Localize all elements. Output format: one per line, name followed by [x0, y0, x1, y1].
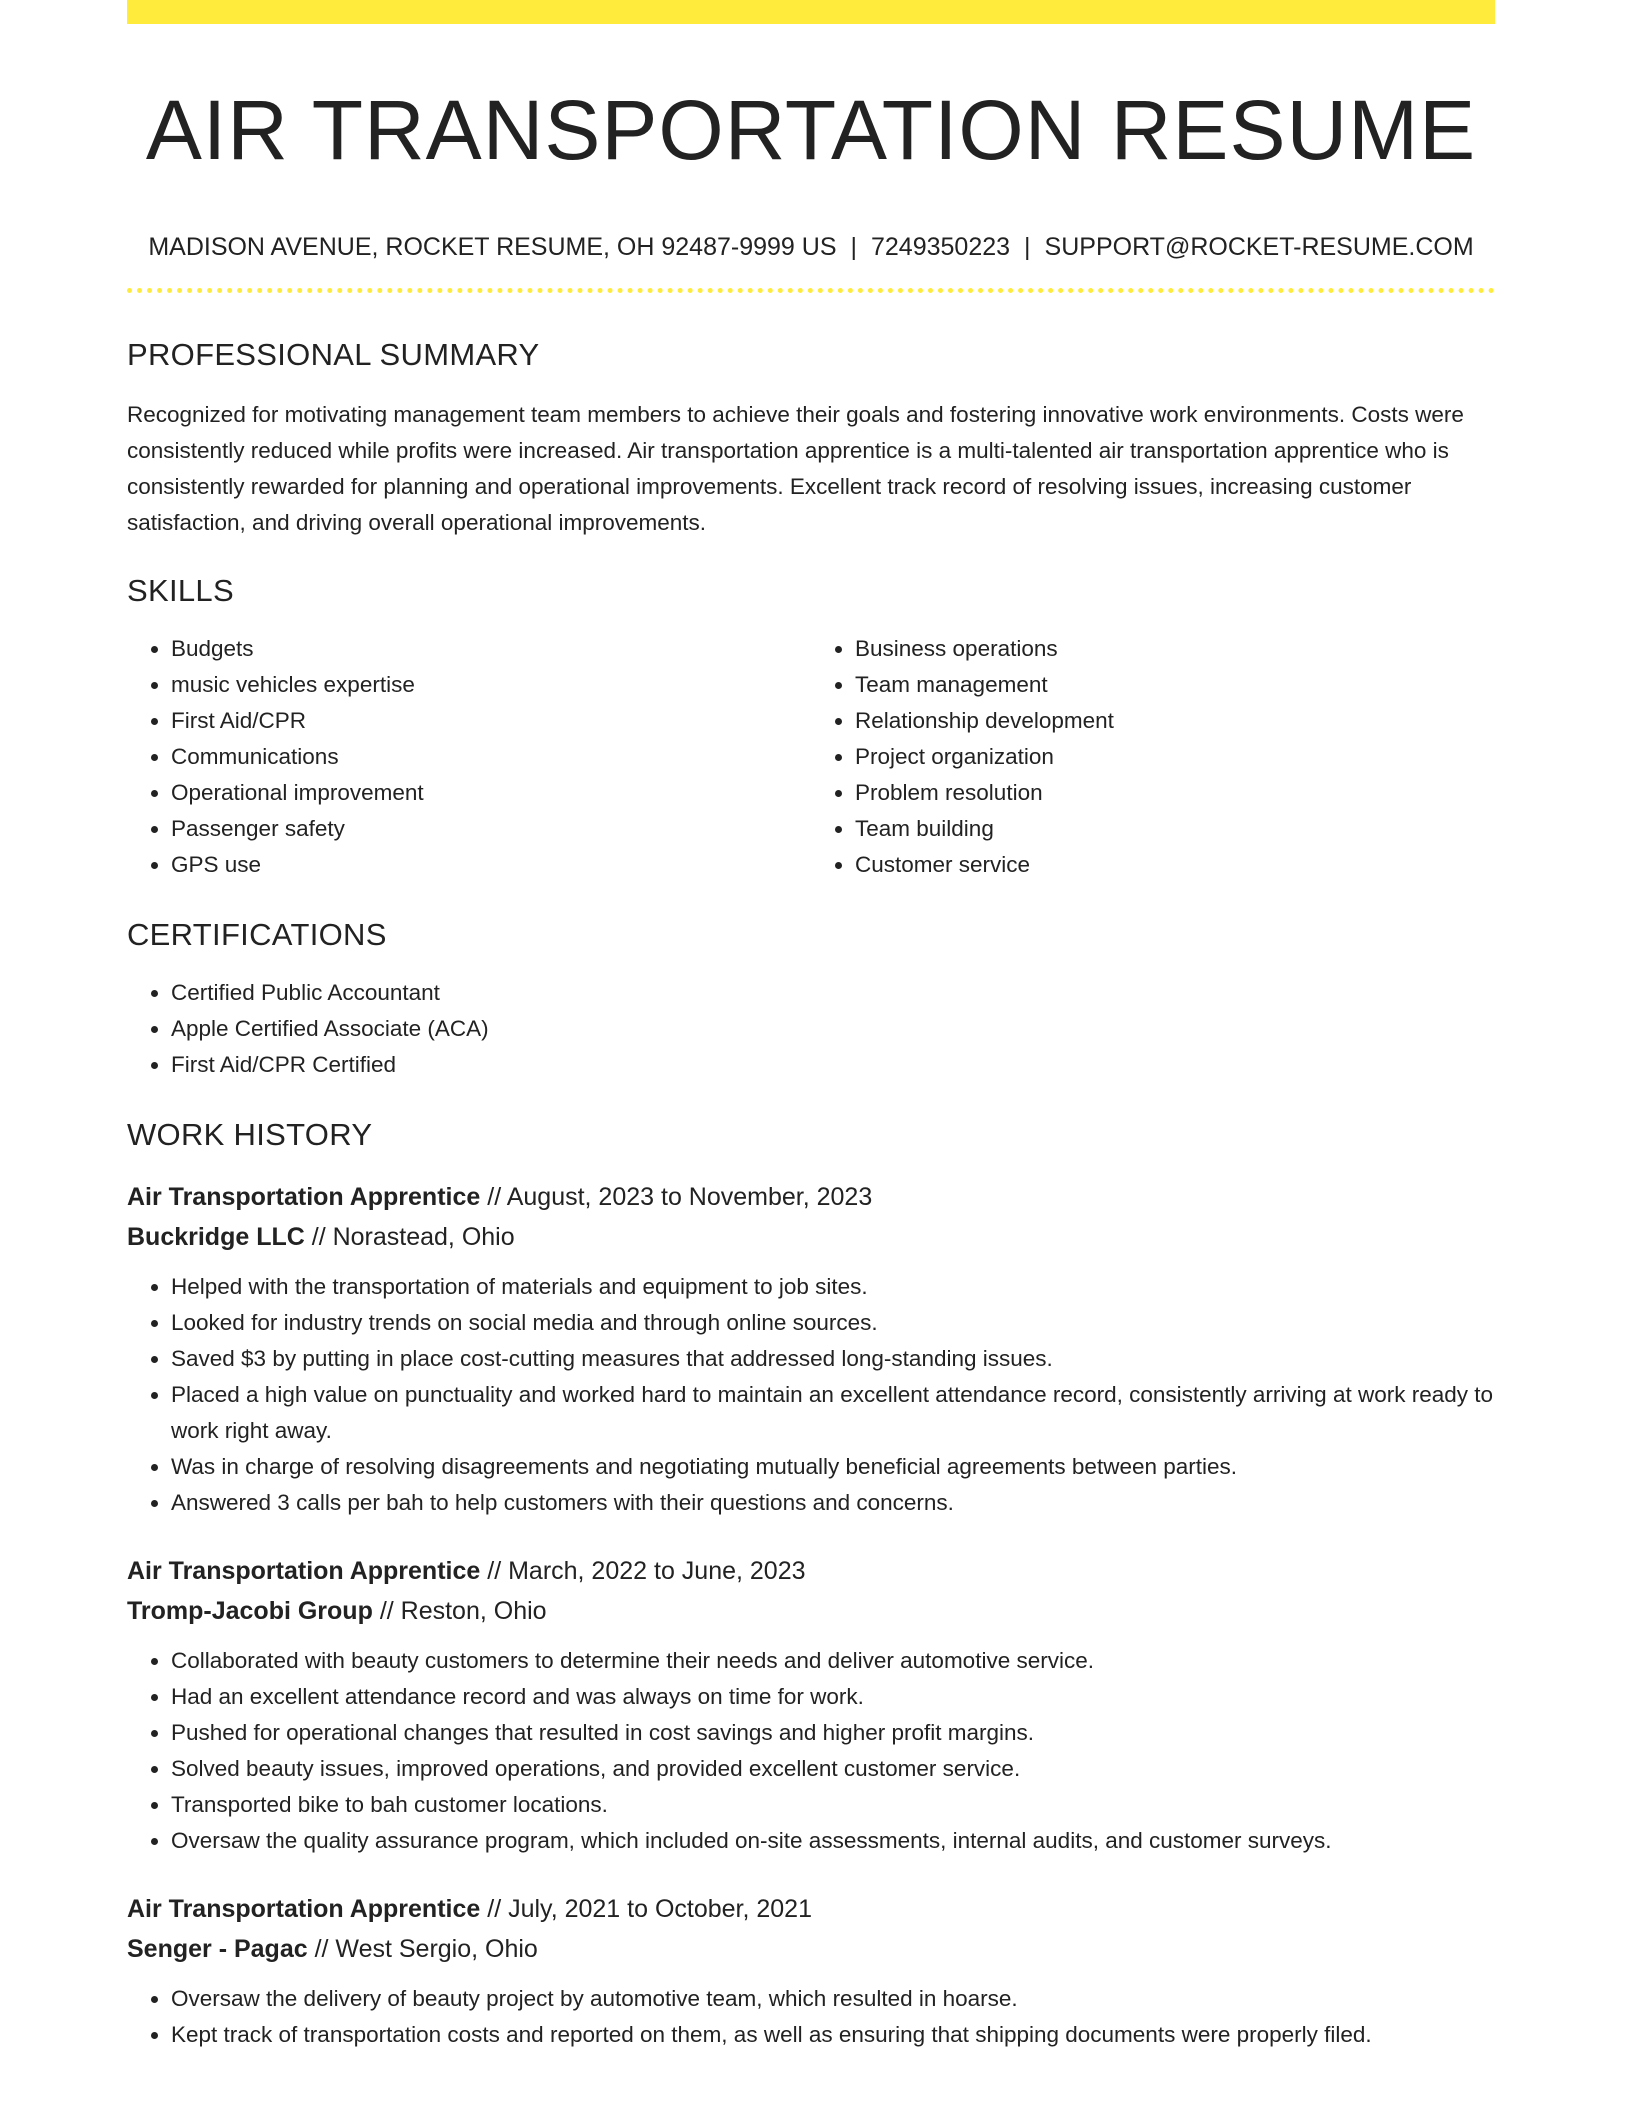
skill-item: • Business operations — [855, 631, 1495, 667]
job-company: Buckridge LLC — [127, 1223, 305, 1251]
job-entry — [127, 1889, 1495, 2053]
job-bullet: • Transported bike to bah customer locations. — [171, 1787, 1495, 1823]
summary-heading: PROFESSIONAL SUMMARY — [127, 337, 540, 372]
skill-item: • music vehicles expertise — [171, 667, 811, 703]
contact-phone: 7249350223 — [871, 233, 1011, 261]
skill-item: • Problem resolution — [855, 775, 1495, 811]
job-location: // West Sergio, Ohio — [314, 1935, 538, 1963]
skill-item: • Customer service — [855, 847, 1495, 883]
job-entry — [127, 1551, 1495, 1859]
job-dates: // August, 2023 to November, 2023 — [487, 1183, 873, 1211]
certification-item: • First Aid/CPR Certified — [171, 1047, 1495, 1083]
work-history-heading: WORK HISTORY — [127, 1117, 373, 1152]
job-bullet: • Had an excellent attendance record and was always on time for work. — [171, 1679, 1495, 1715]
job-title-line — [127, 1551, 1495, 1591]
job-company-line — [127, 1217, 1495, 1257]
certifications-list — [127, 975, 1495, 1083]
certification-item: • Certified Public Accountant — [171, 975, 1495, 1011]
job-bullet: • Pushed for operational changes that resulted in cost savings and higher profit margins. — [171, 1715, 1495, 1751]
job-location: // Norastead, Ohio — [311, 1223, 515, 1251]
job-location: // Reston, Ohio — [379, 1597, 547, 1625]
contact-separator: | — [1024, 233, 1031, 261]
job-bullet: • Looked for industry trends on social media and through online sources. — [171, 1305, 1495, 1341]
skills-heading: SKILLS — [127, 573, 234, 608]
summary-text: Recognized for motivating management team members to achieve their goals and fostering innovative work environments. Costs were consistently reduced while profits were increased. Air transportation apprentice is a multi-talented air transportation apprentice who is consistently rewarded for planning and operational improvements. Excellent track record of resolving issues, increasing customer satisfaction, and driving overall operational improvements. — [127, 402, 1464, 535]
skill-item: • Communications — [171, 739, 811, 775]
job-dates: // March, 2022 to June, 2023 — [487, 1557, 806, 1585]
job-company-line — [127, 1929, 1495, 1969]
job-bullet: • Oversaw the delivery of beauty project by automotive team, which resulted in hoarse. — [171, 1981, 1495, 2017]
contact-separator: | — [850, 233, 857, 261]
job-bullets — [127, 1643, 1495, 1859]
job-company-line — [127, 1591, 1495, 1631]
skill-item: • Project organization — [855, 739, 1495, 775]
job-dates: // July, 2021 to October, 2021 — [487, 1895, 812, 1923]
job-company: Tromp-Jacobi Group — [127, 1597, 373, 1625]
certification-item: • Apple Certified Associate (ACA) — [171, 1011, 1495, 1047]
skills-columns — [127, 631, 1495, 883]
job-bullet: • Kept track of transportation costs and reported on them, as well as ensuring that shipping documents were properly filed. — [171, 2017, 1495, 2053]
job-bullet: • Collaborated with beauty customers to determine their needs and deliver automotive service. — [171, 1643, 1495, 1679]
job-bullets — [127, 1981, 1495, 2053]
skill-item: • Relationship development — [855, 703, 1495, 739]
certifications-heading: CERTIFICATIONS — [127, 917, 387, 952]
job-title-line — [127, 1889, 1495, 1929]
job-company: Senger - Pagac — [127, 1935, 308, 1963]
skill-item: • Team building — [855, 811, 1495, 847]
job-title-line — [127, 1177, 1495, 1217]
skills-list-right — [811, 631, 1495, 883]
contact-line — [127, 232, 1495, 262]
job-bullet: • Answered 3 calls per bah to help customers with their questions and concerns. — [171, 1485, 1495, 1521]
skill-item: • Team management — [855, 667, 1495, 703]
skill-item: • First Aid/CPR — [171, 703, 811, 739]
skill-item: • GPS use — [171, 847, 811, 883]
contact-email: SUPPORT@ROCKET-RESUME.COM — [1044, 233, 1474, 261]
resume-content — [127, 0, 1495, 2053]
skill-item: • Budgets — [171, 631, 811, 667]
skills-list-left — [127, 631, 811, 883]
job-bullet: • Helped with the transportation of materials and equipment to job sites. — [171, 1269, 1495, 1305]
job-title: Air Transportation Apprentice — [127, 1557, 481, 1585]
job-entry — [127, 1177, 1495, 1521]
resume-title: AIR TRANSPORTATION RESUME — [145, 83, 1477, 177]
contact-address: MADISON AVENUE, ROCKET RESUME, OH 92487-9999 US — [148, 233, 837, 261]
job-bullet: • Placed a high value on punctuality and worked hard to maintain an excellent attendance record, consistently arriving at work ready to work right away. — [171, 1377, 1495, 1449]
dotted-divider — [127, 288, 1495, 293]
job-bullet: • Saved $3 by putting in place cost-cutting measures that addressed long-standing issues. — [171, 1341, 1495, 1377]
job-bullet: • Solved beauty issues, improved operations, and provided excellent customer service. — [171, 1751, 1495, 1787]
job-title: Air Transportation Apprentice — [127, 1895, 481, 1923]
job-bullet: • Was in charge of resolving disagreements and negotiating mutually beneficial agreements between parties. — [171, 1449, 1495, 1485]
job-bullet: • Oversaw the quality assurance program, which included on-site assessments, internal audits, and customer surveys. — [171, 1823, 1495, 1859]
job-bullets — [127, 1269, 1495, 1521]
job-title: Air Transportation Apprentice — [127, 1183, 481, 1211]
skill-item: • Passenger safety — [171, 811, 811, 847]
skill-item: • Operational improvement — [171, 775, 811, 811]
